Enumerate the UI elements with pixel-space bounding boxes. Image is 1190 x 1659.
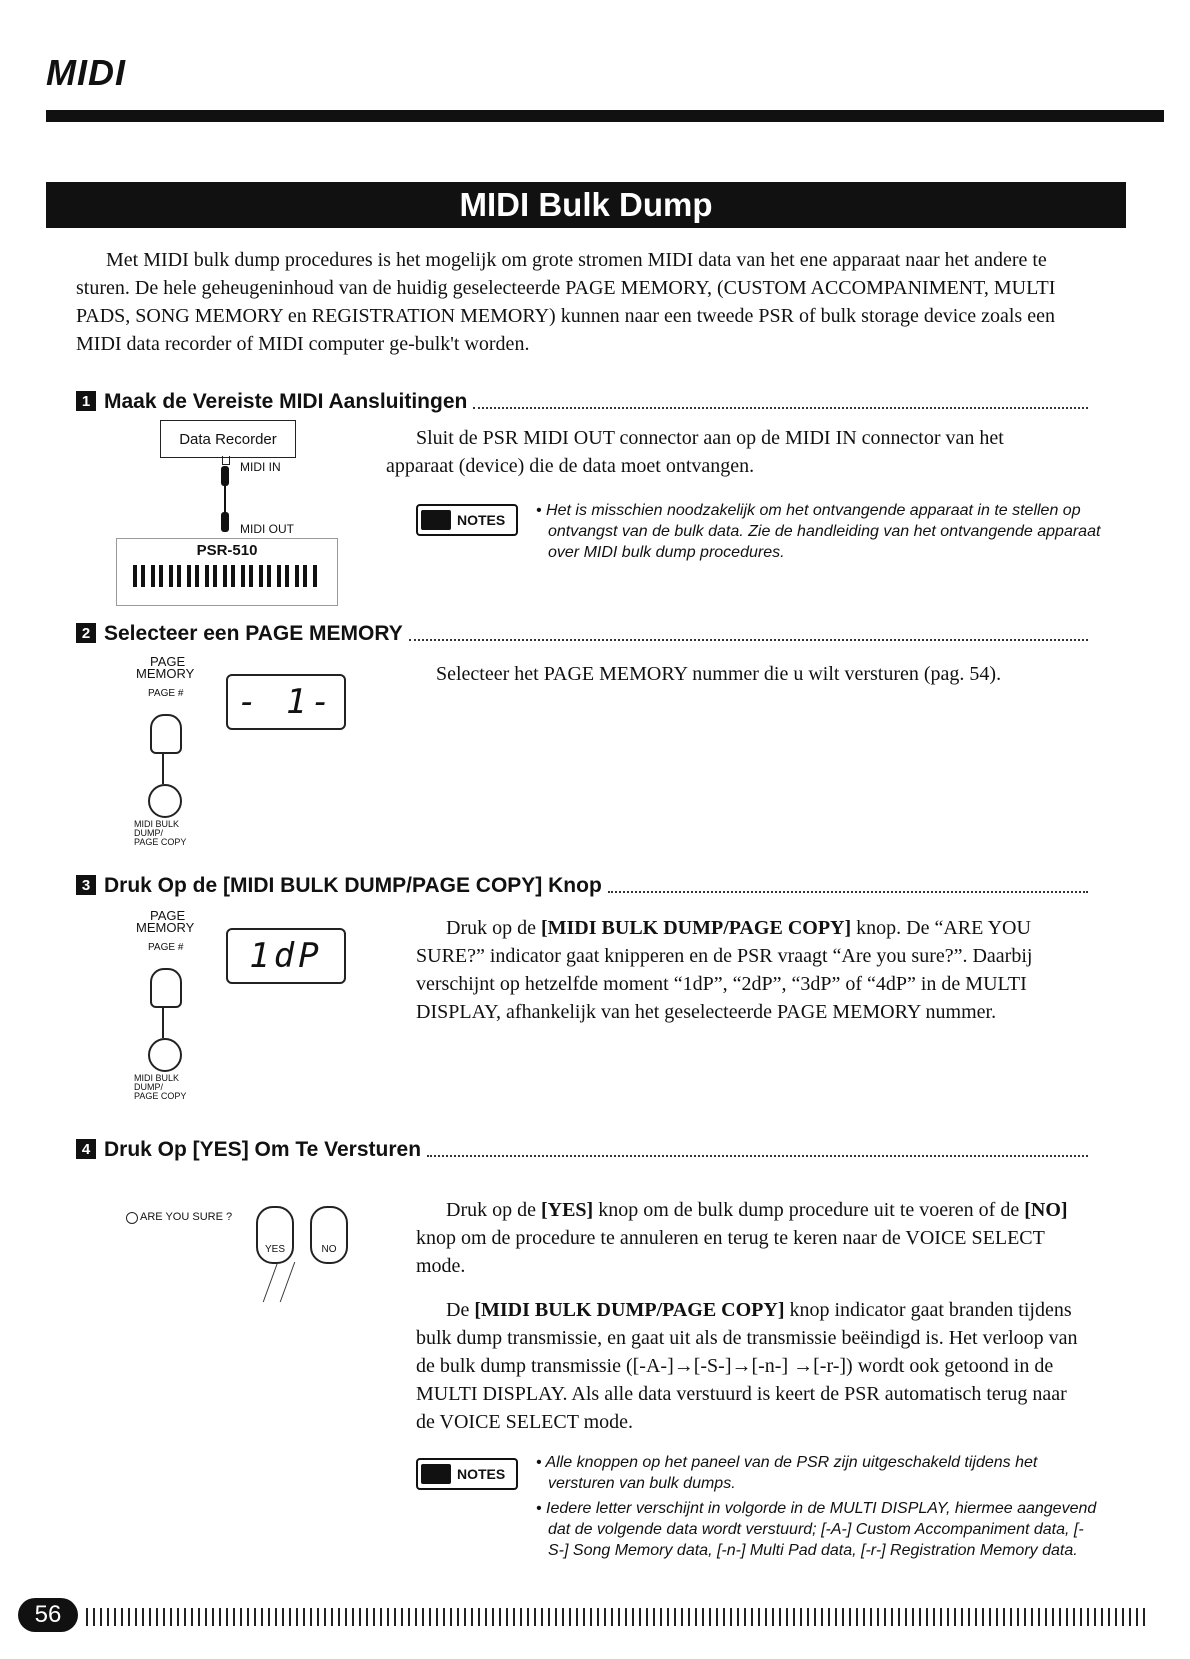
- connection-diagram: [116, 418, 346, 608]
- midi-out-label: MIDI OUT: [240, 522, 294, 536]
- p2-text-a: De: [446, 1299, 475, 1321]
- header-rule: [46, 110, 1164, 122]
- midi-in-port: [222, 456, 230, 465]
- step-title: Maak de Vereiste MIDI Aansluitingen: [104, 390, 468, 413]
- page-memory-panel: [130, 656, 360, 856]
- step-number: 1: [76, 391, 96, 411]
- button-label-line1: MIDI BULK: [134, 1073, 180, 1083]
- yes-no-panel: [120, 1206, 380, 1316]
- p1-bold-yes: [YES]: [540, 1199, 594, 1221]
- button-label: [134, 1074, 186, 1101]
- step-1-note: • Het is misschien noodzakelijk om het ontvangende apparaat in te stellen op ontvangst van de bulk data. Zie de handleiding van het ontvangende apparaat over MIDI bulk dump procedures.: [536, 502, 1101, 561]
- keyboard-keys: [133, 565, 321, 587]
- yes-label: YES: [264, 1244, 285, 1255]
- lcd-display: [226, 928, 346, 984]
- dot-leader: [427, 1155, 1088, 1157]
- notes-label: NOTES: [457, 1466, 506, 1482]
- step-3-text-a: Druk op de: [446, 917, 541, 939]
- no-label: NO: [321, 1244, 337, 1255]
- button-label-line1: MIDI BULK: [134, 819, 180, 829]
- footer-tick-rule: [86, 1608, 1148, 1626]
- midi-bulk-dump-button[interactable]: [148, 784, 182, 818]
- keyboard-pad-icon: [421, 1464, 451, 1484]
- data-recorder-box: Data Recorder: [160, 420, 296, 458]
- intro-paragraph: Met MIDI bulk dump procedures is het mogelijk om grote stromen MIDI data van het ene apparaat naar het andere te sturen. De hele geheugeninhoud van de huidig geselecteerde PAGE MEMORY, (CUSTOM ACCOMPANIMENT, MULTI PADS, SONG MEMORY en REGISTRATION MEMORY) kunnen naar een tweede PSR of bulk storage device zoals een MIDI data recorder of MIDI computer ge-bulk't worden.: [76, 249, 1056, 355]
- panel-label-page-number: PAGE #: [148, 688, 184, 699]
- panel-label-page-number: PAGE #: [148, 942, 184, 953]
- step-3-text-b: knop. De “ARE YOU SURE?” indicator gaat knipperen en de PSR vraagt “Are you sure?”. Daarbij verschijnt op hetzelfde moment “1dP”, “2dP”, “3dP” of “4dP” in de MULTI DISPLAY, afhankelijk van het geselecteerde PAGE MEMORY nummer.: [416, 917, 1033, 1023]
- no-button[interactable]: [310, 1206, 348, 1264]
- step-2-heading: [76, 618, 1088, 646]
- notes-icon: [416, 504, 518, 536]
- page-up-button[interactable]: [150, 714, 182, 754]
- lcd-value: 1dP: [249, 936, 323, 976]
- psr-keyboard: [116, 538, 338, 606]
- lcd-display: [226, 674, 346, 730]
- step-1-heading: [76, 386, 1088, 414]
- bulk-dump-panel: [130, 910, 360, 1110]
- pointing-hand-icon: [263, 1262, 296, 1302]
- page-up-button[interactable]: [150, 968, 182, 1008]
- page-number: 56: [18, 1598, 78, 1632]
- panel-label-page: PAGE: [150, 908, 186, 923]
- notes-label: NOTES: [457, 512, 506, 528]
- button-label-line3: PAGE COPY: [134, 837, 187, 847]
- step-4-heading: [76, 1134, 1088, 1162]
- panel-label-page: PAGE: [150, 654, 186, 669]
- page-title: MIDI Bulk Dump: [459, 186, 713, 223]
- keyboard-pad-icon: [421, 510, 451, 530]
- model-label: PSR-510: [196, 542, 258, 559]
- p1-text-a: Druk op de: [446, 1199, 541, 1221]
- section-title: MIDI: [46, 52, 126, 93]
- step-1-text: Sluit de PSR MIDI OUT connector aan op de MIDI IN connector van het apparaat (device) die de data moet ontvangen.: [386, 427, 1004, 477]
- lcd-value: - 1-: [237, 682, 335, 722]
- step-4-paragraph-1: [416, 1196, 1088, 1280]
- p2-bold: [MIDI BULK DUMP/PAGE COPY]: [474, 1299, 785, 1321]
- step-3-text: [416, 914, 1088, 1026]
- yes-button[interactable]: [256, 1206, 294, 1264]
- p1-text-e: knop om de procedure te annuleren en terug te keren naar de VOICE SELECT mode.: [416, 1227, 1045, 1277]
- button-label-line2: DUMP/: [134, 828, 163, 838]
- step-3-text-bold: [MIDI BULK DUMP/PAGE COPY]: [540, 917, 852, 939]
- panel-label-memory: MEMORY: [136, 666, 195, 681]
- step-4-notes: [534, 1452, 1098, 1565]
- notes-icon: [416, 1458, 518, 1490]
- are-you-sure-label: ARE YOU SURE ?: [140, 1211, 233, 1223]
- step-number: 3: [76, 875, 96, 895]
- note-item: • Iedere letter verschijnt in volgorde in de MULTI DISPLAY, hiermee aangevend dat de volgende data wordt verstuurd; [-A-] Custom Accompaniment data, [-S-] Song Memory data, [-n-] Multi Pad data, [-r-] Registration Memory data.: [536, 1500, 1097, 1559]
- panel-label-memory: MEMORY: [136, 920, 195, 935]
- step-number: 2: [76, 623, 96, 643]
- note-item: • Alle knoppen op het paneel van de PSR zijn uitgeschakeld tijdens het versturen van bulk dumps.: [536, 1454, 1038, 1492]
- indicator-lamp-icon: [126, 1212, 138, 1224]
- button-label: [134, 820, 186, 847]
- step-title: Druk Op de [MIDI BULK DUMP/PAGE COPY] Knop: [104, 874, 602, 897]
- cable-plug-top: [221, 466, 229, 486]
- step-title: Druk Op [YES] Om Te Versturen: [104, 1138, 422, 1161]
- step-3-heading: [76, 870, 1088, 898]
- cable-plug-bottom: [221, 512, 229, 532]
- button-connector: [162, 754, 164, 784]
- dot-leader: [473, 407, 1088, 409]
- dot-leader: [409, 639, 1088, 641]
- button-label-line2: DUMP/: [134, 1082, 163, 1092]
- midi-in-label: MIDI IN: [240, 460, 281, 474]
- p2-text-c: knop indicator gaat branden tijdens bulk dump transmissie, en gaat uit als de transmissie beëindigd is. Het verloop van de bulk dump transmissie ([-A-]→[-S-]→[-n-] →[-r-]) wordt ook getoond in de MULTI DISPLAY. Als alle data verstuurd is keert de PSR automatisch terug naar de VOICE SELECT mode.: [416, 1299, 1078, 1433]
- title-banner: [46, 182, 1126, 228]
- step-4-paragraph-2: [416, 1296, 1088, 1436]
- dot-leader: [608, 891, 1088, 893]
- button-connector: [162, 1008, 164, 1038]
- p1-text-c: knop om de bulk dump procedure uit te voeren of de: [593, 1199, 1025, 1221]
- p1-bold-no: [NO]: [1024, 1199, 1068, 1221]
- midi-bulk-dump-button[interactable]: [148, 1038, 182, 1072]
- button-label-line3: PAGE COPY: [134, 1091, 187, 1101]
- step-number: 4: [76, 1139, 96, 1159]
- step-2-text: Selecteer het PAGE MEMORY nummer die u wilt versturen (pag. 54).: [436, 663, 1002, 685]
- step-title: Selecteer een PAGE MEMORY: [104, 622, 403, 645]
